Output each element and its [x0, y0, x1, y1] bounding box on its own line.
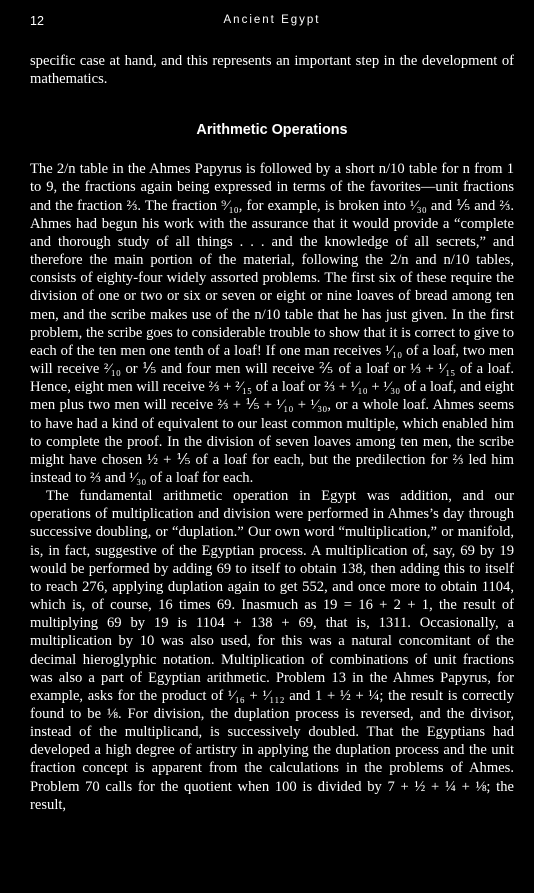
body-paragraph-1: The 2/n table in the Ahmes Papyrus is followed by a short n/10 table for n from 1 to 9, the fractions again being expressed in terms of the favorites—unit fractions and the fraction ⅔. The fraction ⁹⁄₁₀, for example, is broken into ¹⁄₃₀ and ⅕ and ⅔. Ahmes had begun his work with the assurance that it would provide a “complete and thorough study of all things . . . and the knowledge of all secrets,” and therefore the main portion of the material, following the 2/n and n/10 tables, consists of eighty-four widely assorted problems. The first six of these require the division of one or two or six or seven or eight or nine loaves of bread among ten men, and the scribe makes use of the n/10 table that he has just given. In the first problem, the scribe goes to considerable trouble to show that it is correct to give to each of the ten men one tenth of a loaf! If one man receives ¹⁄₁₀ of a loaf, two men will receive ²⁄₁₀ or ⅕ and four men will receive ⅖ of a loaf or ⅓ + ¹⁄₁₅ of a loaf. Hence, eight men will receive ⅔ + ²⁄₁₅ of a loaf or ⅔ + ¹⁄₁₀ + ¹⁄₃₀ of a loaf, and eight men plus two men will receive ⅔ + ⅕ + ¹⁄₁₀ + ¹⁄₃₀, or a whole loaf. Ahmes seems to have had a kind of equivalent to our least common multiple, which enabled him to complete the proof. In the division of seven loaves among ten men, the scribe might have chosen ½ + ⅕ of a loaf for each, but the predilection for ⅔ led him instead to ⅔ and ¹⁄₃₀ of a loaf for each.	[30, 161, 514, 486]
section-heading: Arithmetic Operations	[196, 122, 348, 139]
page-body	[30, 52, 514, 814]
page-header	[30, 14, 514, 32]
page-number: 12	[30, 14, 44, 28]
running-title: Ancient Egypt	[223, 14, 321, 26]
intro-paragraph: specific case at hand, and this represents an important step in the development of mathematics.	[30, 53, 514, 88]
body-paragraph-2: The fundamental arithmetic operation in Egypt was addition, and our operations of multiplication and division were performed in Ahmes’s day through successive doubling, or “duplation.” Our own word “multiplication,” or manifold, is, in fact, suggestive of the Egyptian process. A multiplication of, say, 69 by 19 would be performed by adding 69 to itself to obtain 138, then adding this to itself to reach 276, applying duplation again to get 552, and once more to obtain 1104, which is, of course, 16 times 69. Inasmuch as 19 = 16 + 2 + 1, the result of multiplying 69 by 19 is 1104 + 138 + 69, that is, 1311. Occasionally, a multiplication by 10 was also used, for this was a natural concomitant of the decimal hieroglyphic notation. Multiplication of combinations of unit fractions was also a part of Egyptian arithmetic. Problem 13 in the Ahmes Papyrus, for example, asks for the product of ¹⁄₁₆ + ¹⁄₁₁₂ and 1 + ½ + ¼; the result is correctly found to be ⅛. For division, the duplation process is reversed, and the divisor, instead of the multiplicand, is successively doubled. That the Egyptians had developed a high degree of artistry in applying the duplation process and the unit fraction concept is apparent from the calculations in the problems of Ahmes. Problem 70 calls for the quotient when 100 is divided by 7 + ½ + ¼ + ⅛; the result,	[30, 488, 514, 813]
